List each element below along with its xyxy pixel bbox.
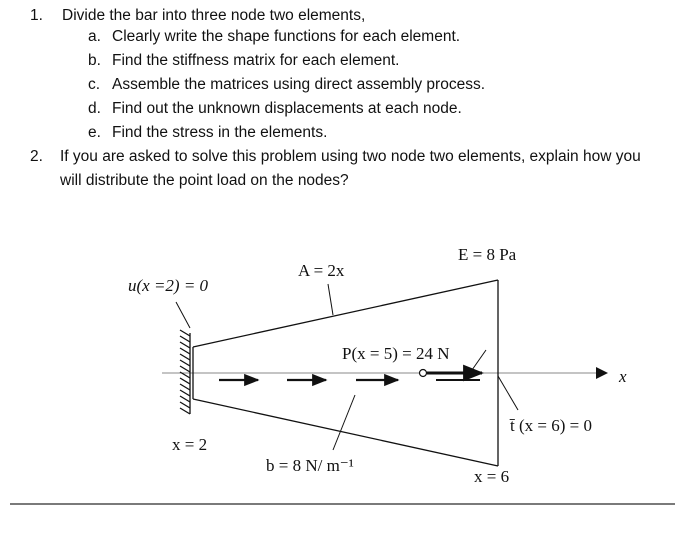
question-1-part-e-letter: e.	[88, 124, 101, 141]
question-1-part-b: Find the stiffness matrix for each element.	[112, 52, 400, 69]
question-1-part-c-letter: c.	[88, 76, 101, 93]
leader-body-force	[333, 395, 355, 450]
label-area: A = 2x	[298, 261, 345, 280]
label-axis-x: x	[619, 367, 627, 386]
point-load-node	[420, 370, 427, 377]
label-left-bc: u(x =2) = 0	[128, 276, 209, 295]
question-1-part-b-letter: b.	[88, 52, 101, 69]
label-traction-bc: t̄ (x = 6) = 0	[510, 416, 592, 435]
label-point-load: P(x = 5) = 24 N	[342, 344, 450, 363]
question-1-part-a: Clearly write the shape functions for each element.	[112, 28, 461, 45]
label-x-start: x = 2	[172, 435, 208, 454]
label-modulus: E = 8 Pa	[458, 245, 517, 264]
bottom-divider	[10, 503, 675, 505]
question-1-part-d: Find out the unknown displacements at each node.	[112, 100, 462, 117]
question-1-part-c: Assemble the matrices using direct assembly process.	[112, 76, 486, 93]
question-2-line-2: will distribute the point load on the nodes?	[60, 172, 349, 189]
leader-area	[328, 284, 333, 315]
question-1-text: Divide the bar into three node two elements,	[62, 7, 366, 24]
question-2-line-1: If you are asked to solve this problem using two node two elements, explain how you	[60, 148, 641, 165]
question-1-number: 1.	[30, 7, 43, 24]
label-x-end: x = 6	[474, 467, 510, 486]
question-1-part-e: Find the stress in the elements.	[112, 124, 328, 141]
leader-u-bc	[176, 302, 190, 328]
question-1-part-d-letter: d.	[88, 100, 101, 117]
leader-point-load	[472, 350, 486, 370]
leader-traction	[498, 376, 518, 410]
question-1-part-a-letter: a.	[88, 28, 101, 45]
fixed-support-hatch	[180, 330, 190, 414]
label-body-force: b = 8 N/ m⁻¹	[266, 456, 354, 475]
question-2-number: 2.	[30, 148, 43, 165]
x-axis-arrow-icon	[596, 367, 608, 379]
